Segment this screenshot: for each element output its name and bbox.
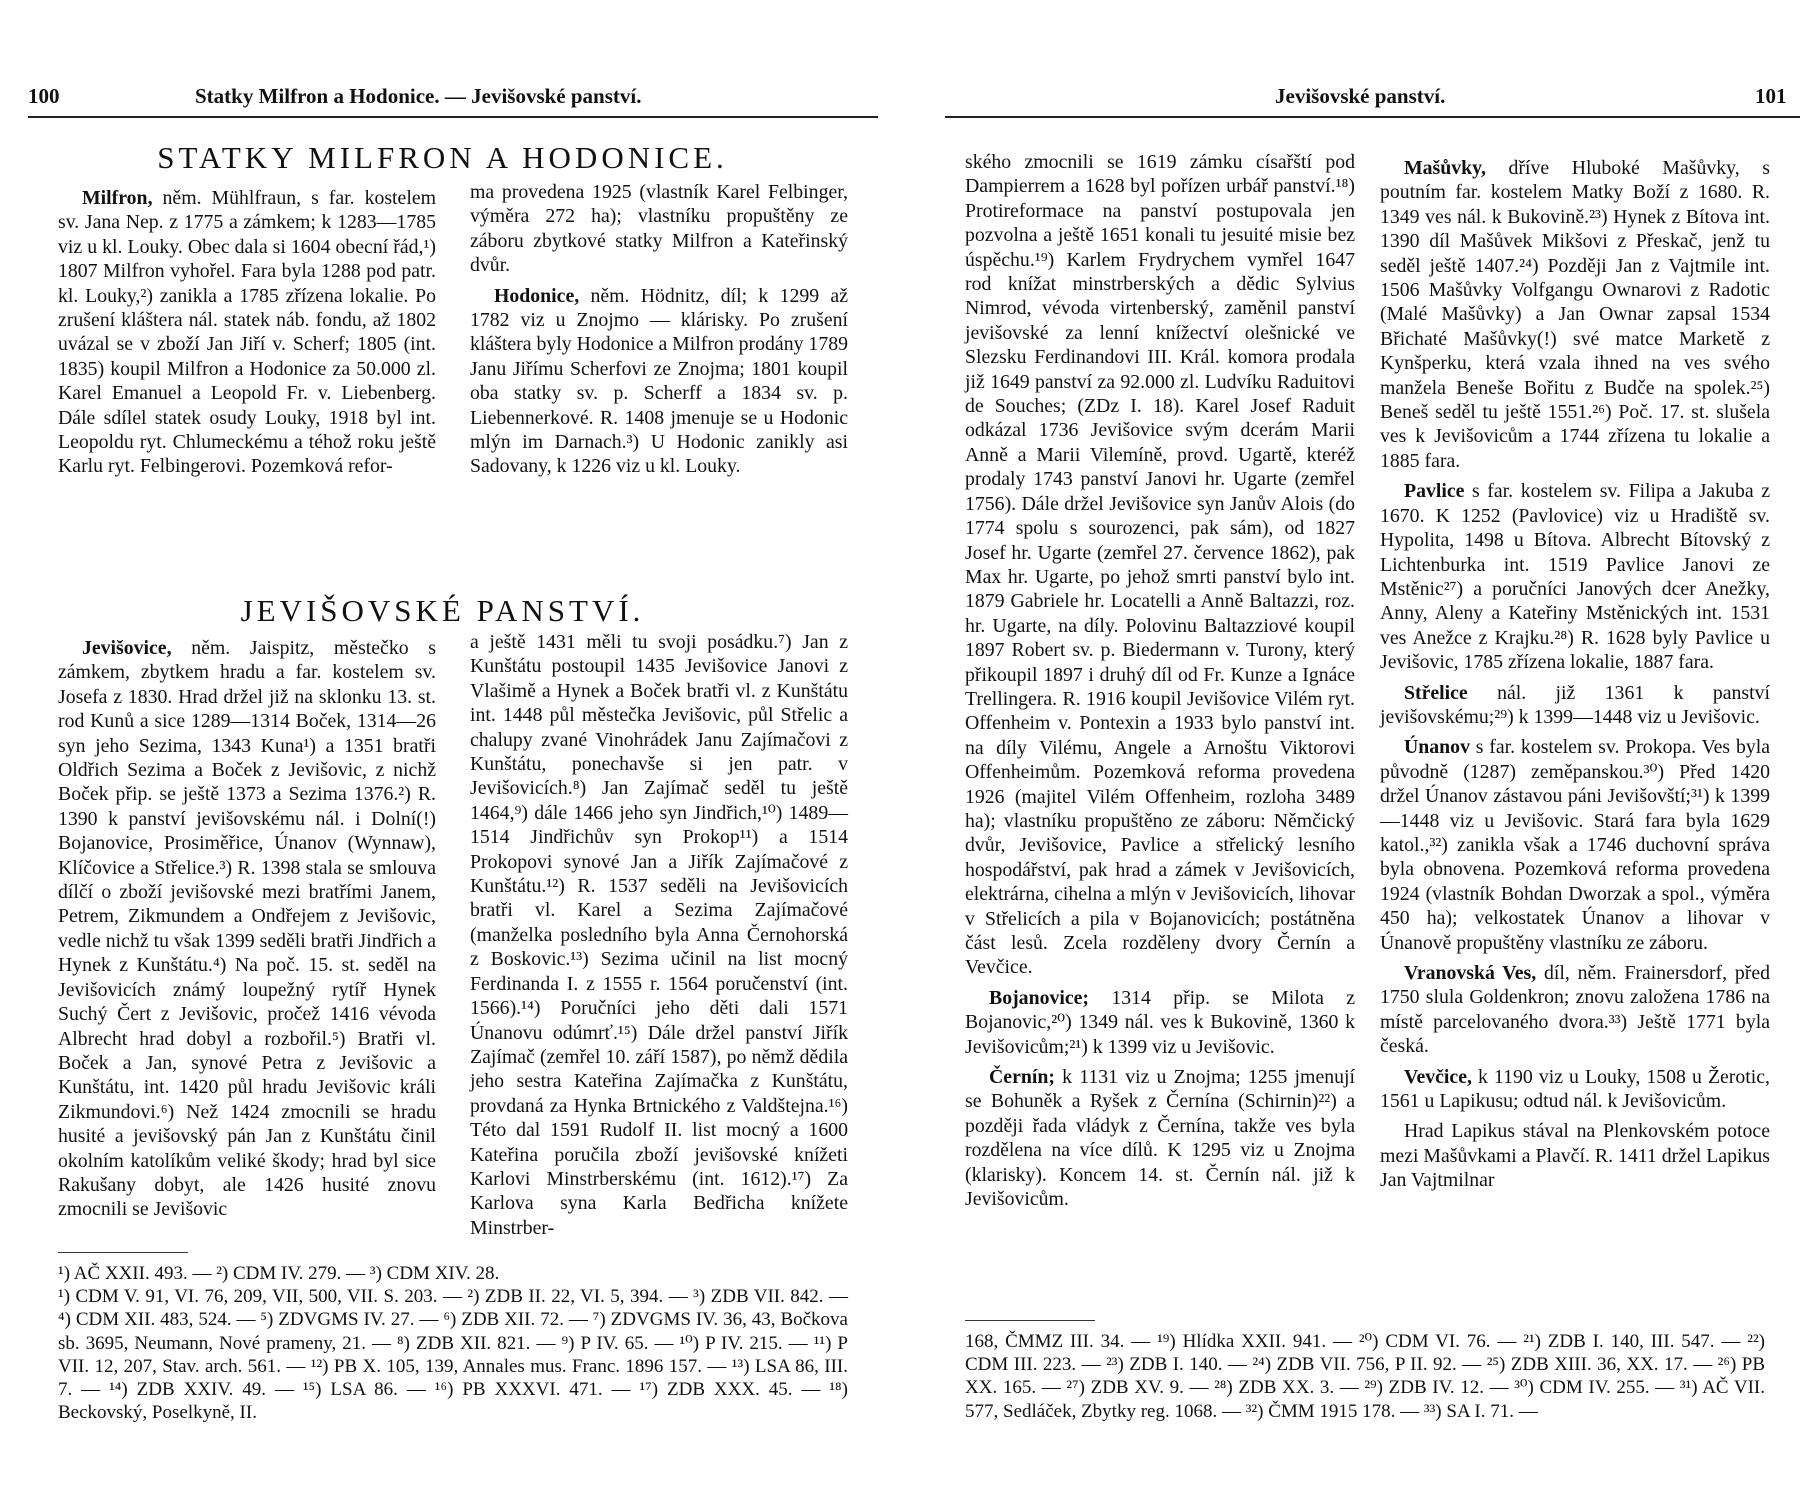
- footnote-line: 168, ČMMZ III. 34. — ¹⁹) Hlídka XXII. 941. — ²⁰) CDM VI. 76. — ²¹) ZDB I. 140, III. 547. — ²²) CDM III. 223. — ²³) ZDB I. 140. — ²⁴) ZDB VII. 756, P II. 92. — ²⁵) ZDB XIII. 36, XX. 17. — ²⁶) PB XX. 165. — ²⁷) ZDB XV. 9. — ²⁸) ZDB XX. 3. — ²⁹) ZDB IV. 12. — ³⁰) CDM IV. 255. — ³¹) AČ VII. 577, Sedláček, Zbytky reg. 1068. — ³²) ČMM 1915 178. — ³³) SA I. 71. —: [965, 1331, 1765, 1422]
- footnote-rule-left: [58, 1252, 188, 1253]
- footnote-rule-right: [965, 1320, 1095, 1321]
- entry-heading: Vevčice,: [1404, 1065, 1472, 1088]
- right-col2: [1380, 150, 1770, 1193]
- entry-paragraph: [58, 636, 436, 1222]
- footnotes-right: [965, 1330, 1765, 1423]
- header-rule-left: [28, 116, 878, 118]
- entry-text: něm. Hödnitz, díl; k 1299 až 1782 viz u Znojmo — klárisky. Po zrušení kláštera byly Hodonice a Milfron prodány 1789 Janu Jiřímu Scherfovi ze Znojma; 1801 koupil oba statky sv. p. Scherff a 1834 sv. p. Liebennerkové. R. 1408 jmenuje se u Hodonic mlýn im Darnach.³) U Hodonic zanikly asi Sadovany, k 1226 viz u kl. Louky.: [470, 284, 848, 478]
- left-col1-bottom: [58, 630, 436, 1222]
- entry-text: ma provedena 1925 (vlastník Karel Felbinger, výměra 272 ha); vlastníku propuštěny ze záboru zbytkové statky Milfron a Kateřinský dvůr.: [470, 181, 848, 277]
- page-number-left: 100: [28, 84, 60, 108]
- entry-paragraph: [1380, 1065, 1770, 1114]
- entry-heading: Bojanovice;: [989, 986, 1089, 1009]
- entry-paragraph: [965, 986, 1355, 1059]
- entry-text: k 1190 viz u Louky, 1508 u Žerotic, 1561 u Lapikusu; odtud nál. k Jevišovicům.: [1380, 1065, 1770, 1113]
- entry-paragraph: [470, 630, 848, 1240]
- entry-text: něm. Mühlfraun, s far. kostelem sv. Jana Nep. z 1775 a zámkem; k 1283—1785 viz u kl. Louky. Obec dala si 1604 obecní řád,¹) 1807 Milfron vyhořel. Fara byla 1288 pod patr. kl. Louky,²) zanikla a 1785 zřízena lokalie. Po zrušení kláštera nál. statek náb. fondu, až 1802 uvázal se v zboží Jan Jiří v. Scherf; 1805 (int. 1835) koupil Milfron a Hodonice za 50.000 zl. Karel Emanuel a Leopold Fr. v. Liebenberg. Dále sdílel statek osudy Louky, 1918 byl int. Leopoldu ryt. Chlumeckému a téhož roku ještě Karlu ryt. Felbingerovi. Pozemková refor-: [58, 187, 436, 478]
- entry-paragraph: [965, 150, 1355, 980]
- entry-heading: Hodonice,: [494, 284, 580, 307]
- entry-heading: Únanov: [1404, 736, 1470, 759]
- entry-paragraph: [1380, 479, 1770, 674]
- entry-paragraph: [58, 186, 436, 479]
- entry-heading: Jevišovice,: [82, 637, 172, 659]
- entry-text: dříve Hluboké Mašůvky, s poutním far. kostelem Matky Boží z 1680. R. 1349 ves nál. k Bukovině.²³) Hynek z Bítova int. 1390 díl Mašůvek Mikšovi z Přeskač, jenž tu seděl ještě 1407.²⁴) Později Jan z Vajtmile int. 1506 Mašůvky Volfgangu Ownarovi z Radotic (Malé Mašůvky) a Jan Ownar zapsal 1534 Břichaté Mašůvky(!) své matce Marketě z Kynšperku, která vzala ihned na ves svého manžela Beneše Bořitu z Budče na spolek.²⁵) Beneš seděl tu ještě 1551.²⁶) Poč. 17. st. slušela ves k Jevišovicům a 1744 zřízena tu lokalie a 1885 fara.: [1380, 157, 1770, 472]
- footnote-line: ¹) AČ XXII. 493. — ²) CDM IV. 279. — ³) CDM XIV. 28.: [58, 1263, 500, 1284]
- entry-paragraph: [470, 284, 848, 479]
- running-head-left: Statky Milfron a Hodonice. — Jevišovské panství.: [195, 84, 642, 108]
- left-col1-top: [58, 180, 436, 479]
- entry-text: k 1131 viz u Znojma; 1255 jmenují se Bohuněk a Ryšek z Černína (Schirnin)²²) a později řada vládyk z Černína, takže ves byla rozdělena na více dílů. K 1295 viz u Znojma (klarisky). Koncem 14. st. Černín nál. již k Jevišovicům.: [965, 1066, 1355, 1211]
- left-col2-top: [470, 180, 848, 479]
- entry-text: s far. kostelem sv. Prokopa. Ves byla původně (1287) zeměpanskou.³⁰) Před 1420 držel Únanov zástavou páni Jevišovští;³¹) k 1399—1448 viz u Jevišovic. Stará fara byla 1629 katol.,³²) zanikla však a 1746 duchovní správa byla obnovena. Pozemková reforma provedena 1924 (vlastník Bohdan Dworzak a spol., výměra 450 ha); velkostatek Únanov a lihovar v Únanově propuštěny vlastníku ze záboru.: [1380, 736, 1770, 954]
- entry-text: díl, něm. Frainersdorf, před 1750 slula Goldenkron; znovu založena 1786 na místě parcelovaného dvora.³³) Ještě 1771 byla česká.: [1380, 962, 1771, 1058]
- entry-heading: Mašůvky,: [1404, 157, 1486, 179]
- entry-paragraph: [1380, 735, 1770, 955]
- running-head-right: Jevišovské panství.: [1275, 84, 1446, 108]
- header-rule-right: [945, 116, 1800, 118]
- entry-text: něm. Jaispitz, městečko s zámkem, zbytkem hradu a far. kostelem sv. Josefa z 1830. Hrad držel již na sklonku 13. st. rod Kunů a sice 1289—1314 Boček, 1314—26 syn jeho Sezima, 1343 Kuna¹) a 1351 bratři Oldřich Sezima a Boček z Jevišovic, z nichž Boček přip. se ještě 1373 a Sezima 1376.²) R. 1390 k panství jevišovskému nál. i Dolní(!) Bojanovice, Prosiměřice, Únanov (Wynnaw), Klíčovice a Střelice.³) R. 1398 stala se smlouva dílčí o zboží jevišovské mezi bratřími Janem, Petrem, Zikmundem a Ondřejem z Jevišovic, vedle nichž tu však 1399 seděli bratři Jindřich a Hynek z Kunštátu.⁴) Na poč. 15. st. seděl na Jevišovicích známý loupežný rytíř Hynek Suchý Čert z Jevišovic, pročež 1416 vévoda Albrecht hrad dobyl a rozbořil.⁵) Bratři vl. Boček a Jan, synové Petra z Jevišovic a Kunštátu, int. 1420 půl hradu Jevišovic králi Zikmundovi.⁶) Než 1424 zmocnili se hradu husité a jevišovský pán Jan z Kunštátu činil okolním katolíkům veliké škody; hrad byl sice Rakušany dobyt, ale 1426 husité znovu zmocnili se Jevišovic: [58, 637, 436, 1221]
- entry-heading: Střelice: [1404, 681, 1468, 704]
- entry-paragraph: [470, 180, 848, 278]
- entry-text: nál. již 1361 k panství jevišovskému;²⁹) k 1399—1448 viz u Jevišovic.: [1380, 681, 1770, 728]
- footnote-line: ¹) CDM V. 91, VI. 76, 209, VII, 500, VII. S. 203. — ²) ZDB II. 22, VI. 5, 394. — ³) ZDB VII. 842. — ⁴) CDM XII. 483, 524. — ⁵) ZDVGMS IV. 27. — ⁶) ZDB XII. 72. — ⁷) ZDVGMS IV. 36, 43, Bočkova sb. 3695, Neumann, Nové prameny, 21. — ⁸) ZDB XII. 821. — ⁹) P IV. 65. — ¹⁰) P IV. 215. — ¹¹) P VII. 12, 207, Stav. arch. 561. — ¹²) PB X. 105, 139, Annales mus. Franc. 1896 157. — ¹³) LSA 86, III. 7. — ¹⁴) ZDB XXIV. 49. — ¹⁵) LSA 86. — ¹⁶) PB XXXVI. 471. — ¹⁷) ZDB XXX. 45. — ¹⁸) Beckovský, Poselkyně, II.: [58, 1286, 848, 1424]
- entry-text: s far. kostelem sv. Filipa a Jakuba z 1670. K 1252 (Pavlovice) viz u Hradiště sv. Hypolita, 1498 u Bítova. Albrecht Bítovský z Lichtenburka int. 1519 Pavlice Janovi ze Mstěnic²⁷) a poručníci Janových dcer Anežky, Anny, Aleny a Kateřiny Mstěnických int. 1531 ves Anežce z Krajku.²⁸) R. 1628 byly Pavlice u Jevišovic, 1785 zřízena lokalie, 1887 fara.: [1380, 480, 1770, 674]
- entry-paragraph: [965, 1065, 1355, 1211]
- footnotes-left: [58, 1262, 848, 1424]
- right-page: [905, 0, 1810, 1500]
- section-title-milfron: STATKY MILFRON A HODONICE.: [157, 140, 728, 175]
- section-title-jevisov: JEVIŠOVSKÉ PANSTVÍ.: [240, 593, 645, 628]
- entry-heading: Pavlice: [1404, 480, 1465, 503]
- entry-paragraph: [1380, 961, 1770, 1059]
- entry-text: Hrad Lapikus stával na Plenkovském potoce mezi Mašůvkami a Plavčí. R. 1411 držel Lapikus Jan Vajtmilnar: [1380, 1120, 1770, 1192]
- entry-paragraph: [1380, 681, 1770, 730]
- entry-text: a ještě 1431 měli tu svoji posádku.⁷) Jan z Kunštátu postoupil 1435 Jevišovice Janovi z Vlašimě a Hynek a Boček bratři vl. z Kunštátu int. 1448 půl městečka Jevišovic, půl Střelic a chalupy zvané Vinohrádek Janu Zajímačovi z Kunštátu, ponechavše si jen patr. v Jevišovicích.⁸) Jan Zajímač seděl tu ještě 1464,⁹) dále 1466 jeho syn Jindřich,¹⁰) 1489—1514 Jindřichův syn Prokop¹¹) a 1514 Prokopovi synové Jan a Jiřík Zajímačové z Kunštátu.¹²) R. 1537 seděli na Jevišovicích bratři vl. Karel a Sezima Zajímačové (manželka posledního byla Anna Černohorská z Boskovic.¹³) Sezima učinil na list mocný Ferdinanda I. z 1555 r. 1564 poručenství (int. 1566).¹⁴) Poručníci jeho děti dali 1571 Únanovu odúmrť.¹⁵) Dále držel panství Jiřík Zajímač (zemřel 10. září 1587), po němž dědila jeho sestra Kateřina Zajímačka z Kunštátu, provdaná za Hynka Brtnického z Valdštejna.¹⁶) Této dal 1591 Rudolf II. list mocný a 1600 Kateřina poručila zboží jevišovské knížeti Karlovi Minstrberskému (int. 1612).¹⁷) Za Karlova syna Karla Bedřicha knížete Minstrber-: [470, 631, 848, 1239]
- entry-text: 1314 přip. se Milota z Bojanovic,²⁰) 1349 nál. ves k Bukovině, 1360 k Jevišovicům;²¹) k 1399 viz u Jevišovic.: [965, 986, 1355, 1058]
- entry-heading: Vranovská Ves,: [1404, 962, 1537, 984]
- entry-text: ského zmocnili se 1619 zámku císařští pod Dampierrem a 1628 byl pořízen urbář panství.¹⁸) Protireformace na panství postupovala jen pozvolna a ještě 1651 konali tu jesuité misie bez úspěchu.¹⁹) Karlem Frydrychem vymřel 1647 rod knížat minstrberských a dědic Sylvius Nimrod, vévoda virtenberský, zaměnil panství jevišovské za lenní knížectví olešnické ve Slezsku Ferdinandovi III. Král. komora prodala již 1649 panství za 92.000 zl. Ludvíku Raduitovi de Souches; (ZDz I. 18). Karel Josef Raduit odkázal 1736 Jevišovice svým dcerám Marii Anně a Marii Vilemíně, provd. Ugartě, kteréž prodaly 1743 panství Janovi hr. Ugarte (zemřel 1756). Dále držel Jevišovice syn Janův Alois (do 1774 spolu s sourozenci, pak sám), od 1827 Josef hr. Ugarte (zemřel 27. července 1862), pak Max hr. Ugarte, po jehož smrti panství bylo int. 1879 Gabriele hr. Locatelli a Anně Baltazzi, roz. hr. Ugarte, na díly. Polovinu Baltazziové koupil 1897 Robert sv. p. Biedermann v. Turony, který přikoupil 1897 i druhý díl od Fr. Kunze a Ignáce Trellingera. R. 1916 koupil Jevišovice Vilém ryt. Offenheim v. Pontexin a 1933 bylo panství int. na díly Vilému, Angele a Arnoštu Viktorovi Offenheimům. Pozemková reforma provedena 1926 (majitel Vilém Offenheim, rozloha 3489 ha); vlastníku propuštěno ze záboru: Němčický dvůr, Jevišovice, Pavlice a střelický lesního hospodářství, pak hrad a zámek v Jevišovicích, elektrárna, cihelna a mlýn v Jevišovicích, lihovar v Střelicích a pila v Bojanovicích; postátněna část lesů. Zcela rozděleny dvory Černín a Vevčice.: [965, 151, 1355, 979]
- entry-paragraph: [1380, 156, 1770, 473]
- page-number-right: 101: [1755, 84, 1787, 108]
- right-col1: [965, 150, 1355, 1211]
- left-col2-bottom: [470, 630, 848, 1240]
- entry-heading: Milfron,: [82, 187, 153, 209]
- entry-paragraph: [1380, 1119, 1770, 1192]
- entry-heading: Černín;: [989, 1066, 1055, 1089]
